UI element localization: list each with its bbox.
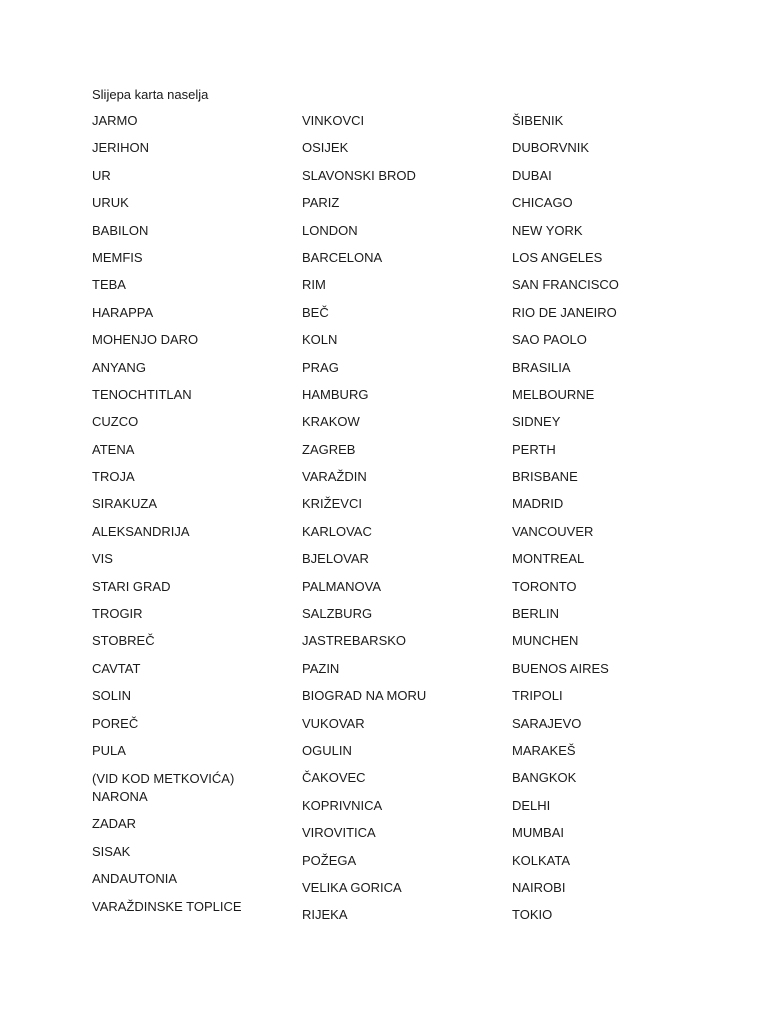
settlement-name: LONDON [302,222,358,238]
settlement-name: MUNCHEN [512,633,579,649]
settlement-name: PULA [92,742,126,758]
settlement-column-2 [302,113,502,935]
settlement-name: BERLIN [512,606,559,622]
settlement-name: TENOCHTITLAN [92,386,192,402]
settlement-name: NAIROBI [512,879,566,895]
settlement-column-3 [512,113,712,935]
settlement-name: TRIPOLI [512,688,563,704]
settlement-name: MARAKEŠ [512,742,576,758]
settlement-name: VANCOUVER [512,523,594,539]
settlement-name: ZADAR [92,816,137,832]
settlement-name: BANGKOK [512,770,577,786]
settlement-name: UR [92,167,111,183]
settlement-name: ČAKOVEC [302,770,366,786]
settlement-name: SISAK [92,843,131,859]
settlement-name: NEW YORK [512,222,583,238]
settlement-name: (VID KOD METKOVIĆA) NARONA [92,771,235,805]
settlement-name: JERIHON [92,140,150,156]
settlement-name: KOLKATA [512,852,571,868]
settlement-name: SAO PAOLO [512,332,587,348]
settlement-name: DUBAI [512,167,552,183]
settlement-name: SIDNEY [512,414,561,430]
settlement-name: POŽEGA [302,852,357,868]
settlement-name: VIS [92,551,113,567]
settlement-name: ŠIBENIK [512,113,564,128]
settlement-name: SALZBURG [302,606,373,622]
settlement-name: RIM [302,277,326,293]
settlement-name: BJELOVAR [302,551,369,567]
settlement-name: JASTREBARSKO [302,633,407,649]
settlement-name: SAN FRANCISCO [512,277,619,293]
settlement-name: DELHI [512,797,551,813]
settlement-name: PERTH [512,441,556,457]
settlement-name: RIO DE JANEIRO [512,304,617,320]
settlement-name: LOS ANGELES [512,249,603,265]
settlement-name: KOPRIVNICA [302,797,383,813]
settlement-name: SOLIN [92,688,132,704]
settlement-name: VINKOVCI [302,113,365,128]
settlement-name: OGULIN [302,742,352,758]
settlement-name: VUKOVAR [302,715,365,731]
settlement-name: STOBREČ [92,633,155,649]
settlement-name: PAZIN [302,660,340,676]
settlement-name: OSIJEK [302,140,349,156]
settlement-name: VELIKA GORICA [302,879,402,895]
settlement-name: PARIZ [302,195,340,211]
settlement-name: ZAGREB [302,441,356,457]
settlement-name: BRISBANE [512,469,578,485]
settlement-name: URUK [92,195,129,211]
settlement-name: JARMO [92,113,138,128]
settlement-name: DUBORVNIK [512,140,590,156]
settlement-name: ANDAUTONIA [92,871,177,887]
settlement-name: VARAŽDIN [302,469,367,485]
settlement-name: KRAKOW [302,414,360,430]
settlement-name: BARCELONA [302,249,383,265]
settlement-name: ATENA [92,441,135,457]
settlement-name: BABILON [92,222,149,238]
settlement-name: TORONTO [512,578,577,594]
settlement-name: BEČ [302,304,329,320]
settlement-name: MONTREAL [512,551,585,567]
settlement-name: PRAG [302,359,339,375]
settlement-name: BIOGRAD NA MORU [302,688,427,704]
settlement-name: MUMBAI [512,825,564,841]
settlement-name: SARAJEVO [512,715,582,731]
settlement-column-1 [92,113,292,926]
settlement-name: HARAPPA [92,304,154,320]
settlement-name: ANYANG [92,359,146,375]
settlement-name: CUZCO [92,414,139,430]
settlement-name: HAMBURG [302,386,369,402]
settlement-name: TROJA [92,469,135,485]
settlement-name: PALMANOVA [302,578,381,594]
settlement-name: STARI GRAD [92,578,171,594]
settlement-name: VARAŽDINSKE TOPLICE [92,898,242,914]
settlement-name: BRASILIA [512,359,571,375]
settlement-name: TEBA [92,277,126,293]
settlement-name: RIJEKA [302,907,348,923]
settlement-name: CHICAGO [512,195,573,211]
settlement-name: BUENOS AIRES [512,660,609,676]
settlement-name: MADRID [512,496,564,512]
settlement-name: MELBOURNE [512,386,595,402]
document-title: Slijepa karta naselja [92,87,209,102]
settlement-name: KARLOVAC [302,523,372,539]
settlement-name: ALEKSANDRIJA [92,523,190,539]
settlement-name: POREČ [92,715,139,731]
settlement-name: CAVTAT [92,660,141,676]
settlement-name: SLAVONSKI BROD [302,167,416,183]
settlement-name: SIRAKUZA [92,496,158,512]
settlement-name: TROGIR [92,606,143,622]
settlement-name: VIROVITICA [302,825,376,841]
settlement-name: TOKIO [512,907,553,923]
settlement-name: MOHENJO DARO [92,332,199,348]
settlement-name: KOLN [302,332,338,348]
settlement-name: KRIŽEVCI [302,496,362,512]
settlement-name: MEMFIS [92,249,143,265]
